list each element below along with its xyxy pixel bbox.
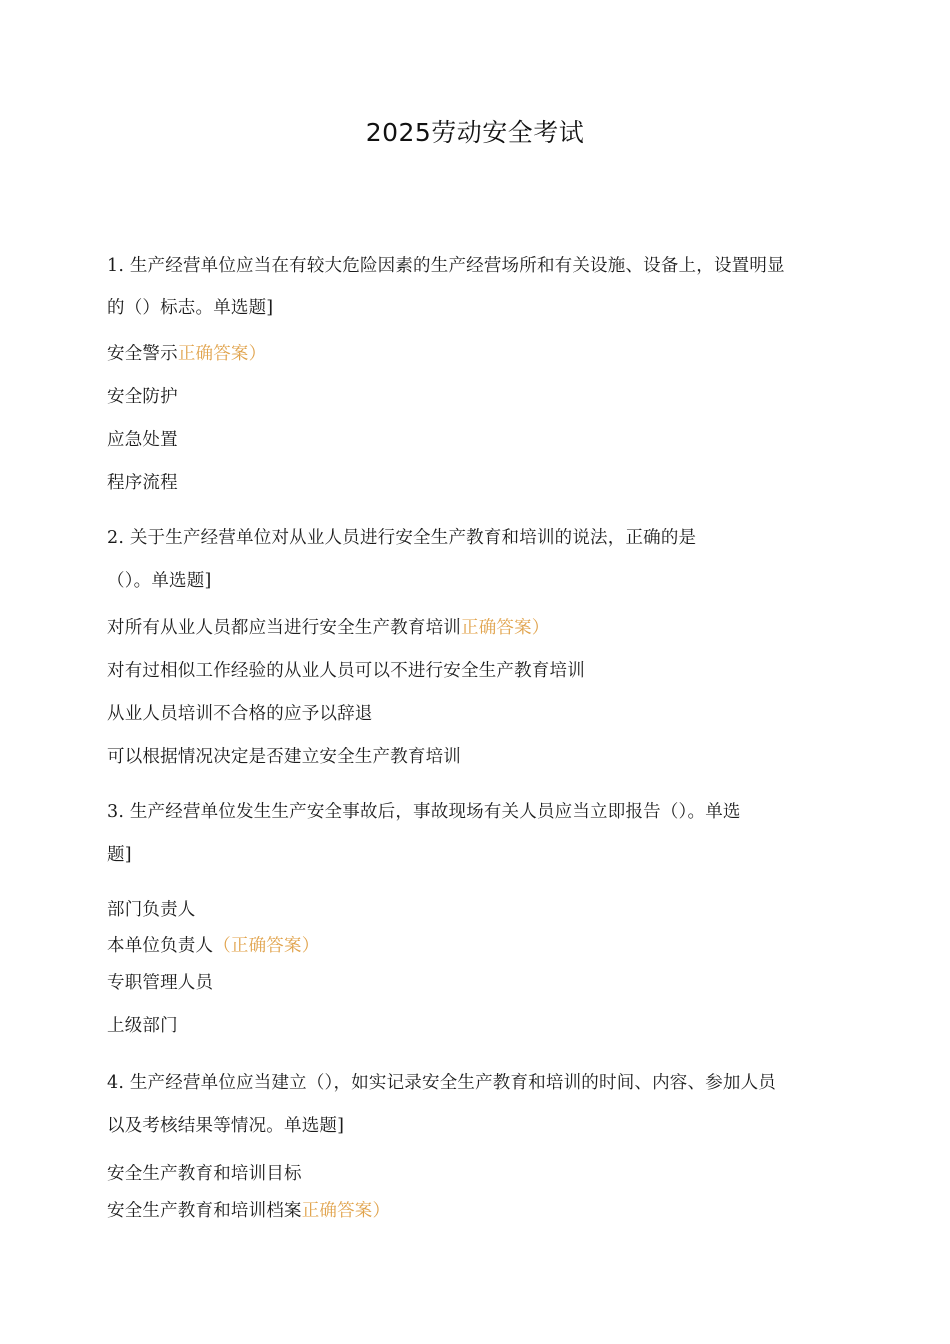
option-text: 对有过相似工作经验的从业人员可以不进行安全生产教育培训 [107, 661, 585, 681]
option-text: 安全生产教育和培训档案 [107, 1201, 302, 1221]
question-2-option-4 [107, 746, 461, 768]
correct-answer-tag: 正确答案） [301, 1201, 391, 1221]
question-3-stem-line-2: 题] [107, 845, 132, 865]
question-1-stem-line-2: 的（）标志。单选题] [107, 298, 274, 318]
question-1-option-1 [107, 343, 266, 365]
option-text: 对所有从业人员都应当进行安全生产教育培训 [107, 618, 461, 638]
question-3-option-4 [107, 1015, 178, 1037]
question-2-option-3 [107, 703, 373, 725]
option-text: 部门负责人 [107, 900, 196, 920]
option-text: 专职管理人员 [107, 973, 214, 993]
option-text: 安全生产教育和培训目标 [107, 1164, 302, 1184]
option-text: 本单位负责人 [107, 936, 214, 956]
question-2-option-2 [107, 660, 585, 682]
option-text: 从业人员培训不合格的应予以辞退 [107, 704, 373, 724]
option-text: 程序流程 [107, 473, 178, 493]
question-2-stem-line-1: 2. 关于生产经营单位对从业人员进行安全生产教育和培训的说法，正确的是 [107, 528, 697, 548]
page-title: 2025劳动安全考试 [365, 118, 585, 147]
question-1-stem-line-1: 1. 生产经营单位应当在有较大危险因素的生产经营场所和有关设施、设备上，设置明显 [107, 256, 785, 276]
option-text: 上级部门 [107, 1016, 178, 1036]
question-1-option-3 [107, 429, 178, 451]
question-1-option-2 [107, 386, 178, 408]
correct-answer-tag: （正确答案） [213, 936, 320, 956]
question-4-stem-line-2: 以及考核结果等情况。单选题] [107, 1116, 345, 1136]
option-text: 应急处置 [107, 430, 178, 450]
question-4-stem-line-1: 4. 生产经营单位应当建立（），如实记录安全生产教育和培训的时间、内容、参加人员 [107, 1073, 777, 1093]
option-text: 安全警示 [107, 344, 178, 364]
question-2-option-1 [107, 617, 550, 639]
question-4-option-1 [107, 1163, 302, 1185]
question-3-option-1 [107, 899, 196, 921]
question-4-option-2 [107, 1200, 390, 1222]
correct-answer-tag: 正确答案） [177, 344, 267, 364]
question-3-option-3 [107, 972, 213, 994]
question-2-stem-line-2: （）。单选题] [107, 571, 212, 591]
question-3-stem-line-1: 3. 生产经营单位发生生产安全事故后，事故现场有关人员应当立即报告（）。单选 [107, 802, 741, 822]
option-text: 可以根据情况决定是否建立安全生产教育培训 [107, 747, 461, 767]
question-3-option-2 [107, 935, 319, 957]
question-1-option-4 [107, 472, 178, 494]
option-text: 安全防护 [107, 387, 178, 407]
correct-answer-tag: 正确答案） [461, 618, 550, 638]
